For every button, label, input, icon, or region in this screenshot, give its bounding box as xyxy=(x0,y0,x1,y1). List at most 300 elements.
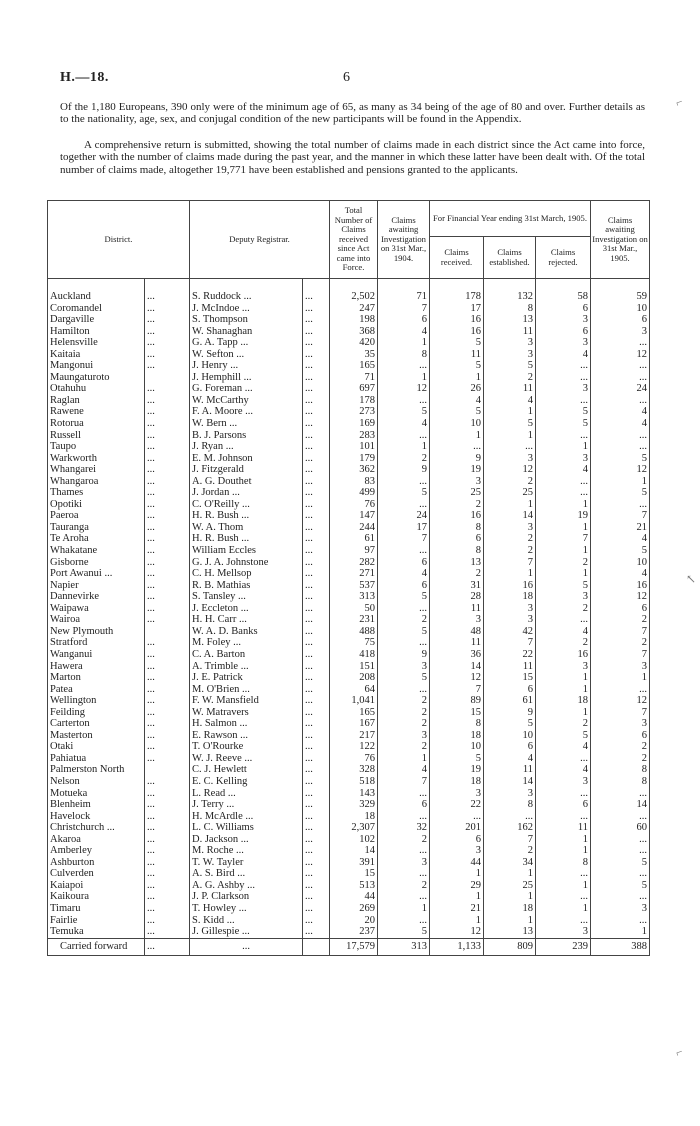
total-claims: 1,041 xyxy=(330,695,378,707)
claims-established: 25 xyxy=(484,487,536,499)
table-row xyxy=(48,568,650,580)
claims-received: 1 xyxy=(430,372,484,384)
total-claims: 518 xyxy=(330,776,378,788)
registrar-dots: ... xyxy=(303,684,330,696)
awaiting-1905: ... xyxy=(591,441,650,453)
table-row xyxy=(48,753,650,765)
district-dots: ... xyxy=(145,741,190,753)
total-established: 809 xyxy=(484,938,536,955)
awaiting-1904: 1 xyxy=(378,337,430,349)
claims-received: 8 xyxy=(430,718,484,730)
district-dots xyxy=(145,626,190,638)
total-label: Carried forward xyxy=(48,938,145,955)
claims-received: 1 xyxy=(430,915,484,927)
awaiting-1905: 5 xyxy=(591,880,650,892)
district-name: Nelson xyxy=(48,776,145,788)
awaiting-1905: ... xyxy=(591,372,650,384)
awaiting-1905: ... xyxy=(591,834,650,846)
total-claims: 198 xyxy=(330,314,378,326)
awaiting-1904: ... xyxy=(378,811,430,823)
claims-received: 13 xyxy=(430,557,484,569)
registrar-name: J. Gillespie ... xyxy=(190,926,303,938)
awaiting-1904: 5 xyxy=(378,487,430,499)
district-dots: ... xyxy=(145,637,190,649)
total-claims: 44 xyxy=(330,891,378,903)
district-dots: ... xyxy=(145,926,190,938)
table-row xyxy=(48,464,650,476)
awaiting-1904: 4 xyxy=(378,568,430,580)
district-name: Pahiatua xyxy=(48,753,145,765)
registrar-dots: ... xyxy=(303,776,330,788)
claims-rejected: ... xyxy=(536,395,591,407)
claims-received: 19 xyxy=(430,464,484,476)
awaiting-1905: 59 xyxy=(591,291,650,303)
awaiting-1904: ... xyxy=(378,545,430,557)
claims-rejected: 3 xyxy=(536,314,591,326)
awaiting-1905: 5 xyxy=(591,857,650,869)
registrar-dots: ... xyxy=(303,614,330,626)
registrar-name: J. P. Clarkson xyxy=(190,891,303,903)
registrar-dots: ... xyxy=(303,845,330,857)
awaiting-1905: 1 xyxy=(591,476,650,488)
district-dots: ... xyxy=(145,695,190,707)
table-row xyxy=(48,684,650,696)
awaiting-1904: 71 xyxy=(378,291,430,303)
total-claims: 14 xyxy=(330,845,378,857)
registrar-dots: ... xyxy=(303,441,330,453)
district-name: Waipawa xyxy=(48,603,145,615)
awaiting-1904: 5 xyxy=(378,626,430,638)
claims-received: 6 xyxy=(430,533,484,545)
district-dots: ... xyxy=(145,510,190,522)
district-name: Kaiapoi xyxy=(48,880,145,892)
awaiting-1904: 1 xyxy=(378,441,430,453)
registrar-dots: ... xyxy=(303,487,330,499)
claims-rejected: 3 xyxy=(536,591,591,603)
registrar-dots: ... xyxy=(303,510,330,522)
registrar-name: H. Salmon ... xyxy=(190,718,303,730)
awaiting-1905: 1 xyxy=(591,672,650,684)
registrar-dots: ... xyxy=(303,603,330,615)
district-dots xyxy=(145,372,190,384)
claims-established: 18 xyxy=(484,903,536,915)
claims-established: 18 xyxy=(484,591,536,603)
claims-established: 1 xyxy=(484,915,536,927)
total-claims: 179 xyxy=(330,453,378,465)
carried-forward-row xyxy=(48,938,650,955)
claims-rejected: ... xyxy=(536,891,591,903)
table-row xyxy=(48,441,650,453)
district-dots: ... xyxy=(145,614,190,626)
awaiting-1905: ... xyxy=(591,684,650,696)
claims-received: 16 xyxy=(430,510,484,522)
claims-established: 3 xyxy=(484,614,536,626)
awaiting-1905: 14 xyxy=(591,799,650,811)
paragraph-europeans: Of the 1,180 Europeans, 390 only were of the minimum age of 65, as many as 34 being of the age of 80 and over. Further details as to the nationality, age, sex, and conjugal condition of the new participants will be found in the Appendix. xyxy=(60,101,645,126)
registrar-name: C. H. Mellsop xyxy=(190,568,303,580)
district-name: Carterton xyxy=(48,718,145,730)
claims-established: 14 xyxy=(484,510,536,522)
awaiting-1904: ... xyxy=(378,868,430,880)
district-dots: ... xyxy=(145,383,190,395)
registrar-name: H. H. Carr ... xyxy=(190,614,303,626)
claims-received: ... xyxy=(430,811,484,823)
claims-established: 6 xyxy=(484,741,536,753)
claims-received: 12 xyxy=(430,926,484,938)
district-name: Ashburton xyxy=(48,857,145,869)
district-name: Paeroa xyxy=(48,510,145,522)
district-dots: ... xyxy=(145,891,190,903)
claims-established: 13 xyxy=(484,926,536,938)
awaiting-1904: 5 xyxy=(378,591,430,603)
registrar-dots: ... xyxy=(303,291,330,303)
district-name: Thames xyxy=(48,487,145,499)
claims-established: 16 xyxy=(484,580,536,592)
awaiting-1905: 7 xyxy=(591,707,650,719)
claims-received: 26 xyxy=(430,383,484,395)
district-dots: ... xyxy=(145,499,190,511)
awaiting-1904: ... xyxy=(378,891,430,903)
table-row xyxy=(48,845,650,857)
awaiting-1904: 12 xyxy=(378,383,430,395)
registrar-dots: ... xyxy=(303,880,330,892)
awaiting-1904: 24 xyxy=(378,510,430,522)
district-dots: ... xyxy=(145,487,190,499)
registrar-name: W. Shanaghan xyxy=(190,326,303,338)
table-row xyxy=(48,360,650,372)
district-name: Port Awanui ... xyxy=(48,568,145,580)
claims-established: 15 xyxy=(484,672,536,684)
district-name: Hawera xyxy=(48,661,145,673)
claims-received: 18 xyxy=(430,776,484,788)
registrar-name: M. O'Brien ... xyxy=(190,684,303,696)
district-name: Tauranga xyxy=(48,522,145,534)
claims-received: 3 xyxy=(430,788,484,800)
registrar-dots: ... xyxy=(303,453,330,465)
claims-received: 2 xyxy=(430,568,484,580)
awaiting-1905: 16 xyxy=(591,580,650,592)
awaiting-1905: 2 xyxy=(591,753,650,765)
district-name: Stratford xyxy=(48,637,145,649)
registrar-name: D. Jackson ... xyxy=(190,834,303,846)
district-name: Amberley xyxy=(48,845,145,857)
awaiting-1904: 2 xyxy=(378,718,430,730)
total-claims: 2,502 xyxy=(330,291,378,303)
claims-established: 61 xyxy=(484,695,536,707)
district-dots: ... xyxy=(145,730,190,742)
registrar-name: G. J. A. Johnstone xyxy=(190,557,303,569)
registrar-name: J. Hemphill ... xyxy=(190,372,303,384)
claims-received: 21 xyxy=(430,903,484,915)
district-name: Wellington xyxy=(48,695,145,707)
district-dots: ... xyxy=(145,568,190,580)
claims-established: 3 xyxy=(484,453,536,465)
claims-rejected: 5 xyxy=(536,418,591,430)
awaiting-1905: 8 xyxy=(591,764,650,776)
claims-rejected: 5 xyxy=(536,406,591,418)
header-claims-established: Claims established. xyxy=(484,237,536,279)
claims-rejected: 1 xyxy=(536,707,591,719)
registrar-name: A. G. Douthet xyxy=(190,476,303,488)
claims-established: 1 xyxy=(484,568,536,580)
district-dots: ... xyxy=(145,349,190,361)
district-name: Hamilton xyxy=(48,326,145,338)
awaiting-1905: ... xyxy=(591,811,650,823)
total-claims: 499 xyxy=(330,487,378,499)
registrar-name: A. Trimble ... xyxy=(190,661,303,673)
claims-established: 11 xyxy=(484,383,536,395)
district-name: Coromandel xyxy=(48,303,145,315)
registrar-name: W. Matravers xyxy=(190,707,303,719)
total-claims: 122 xyxy=(330,741,378,753)
claims-rejected: 2 xyxy=(536,603,591,615)
total-claims: 76 xyxy=(330,499,378,511)
district-dots: ... xyxy=(145,326,190,338)
district-dots: ... xyxy=(145,857,190,869)
awaiting-1905: ... xyxy=(591,499,650,511)
header-deputy-registrar: Deputy Registrar. xyxy=(190,201,330,279)
registrar-name: G. Foreman ... xyxy=(190,383,303,395)
claims-established: 5 xyxy=(484,360,536,372)
registrar-dots: ... xyxy=(303,822,330,834)
registrar-name: R. B. Mathias xyxy=(190,580,303,592)
claims-rejected: 58 xyxy=(536,291,591,303)
registrar-name: E. M. Johnson xyxy=(190,453,303,465)
awaiting-1904: 8 xyxy=(378,349,430,361)
claims-rejected: 4 xyxy=(536,741,591,753)
total-claims: 35 xyxy=(330,349,378,361)
claims-rejected: ... xyxy=(536,360,591,372)
table-row xyxy=(48,614,650,626)
district-name: Whakatane xyxy=(48,545,145,557)
claims-received: 5 xyxy=(430,406,484,418)
awaiting-1905: 7 xyxy=(591,626,650,638)
registrar-name: W. J. Reeve ... xyxy=(190,753,303,765)
awaiting-1904: 5 xyxy=(378,672,430,684)
claims-rejected: ... xyxy=(536,614,591,626)
registrar-name: A. G. Ashby ... xyxy=(190,880,303,892)
awaiting-1905: 4 xyxy=(591,418,650,430)
registrar-dots: ... xyxy=(303,926,330,938)
district-name: Warkworth xyxy=(48,453,145,465)
claims-established: 11 xyxy=(484,326,536,338)
total-claims: 283 xyxy=(330,430,378,442)
registrar-dots: ... xyxy=(303,395,330,407)
claims-rejected: 2 xyxy=(536,718,591,730)
table-spacer xyxy=(48,279,650,292)
awaiting-1905: 4 xyxy=(591,533,650,545)
claims-received: 89 xyxy=(430,695,484,707)
table-row xyxy=(48,788,650,800)
district-dots: ... xyxy=(145,533,190,545)
total-claims: 313 xyxy=(330,591,378,603)
district-dots: ... xyxy=(145,788,190,800)
registrar-name: C. O'Reilly ... xyxy=(190,499,303,511)
claims-established: 5 xyxy=(484,718,536,730)
claims-established: 22 xyxy=(484,649,536,661)
awaiting-1904: ... xyxy=(378,360,430,372)
awaiting-1904: 32 xyxy=(378,822,430,834)
registrar-dots: ... xyxy=(303,811,330,823)
registrar-name: William Eccles xyxy=(190,545,303,557)
claims-rejected: ... xyxy=(536,372,591,384)
claims-established: 1 xyxy=(484,430,536,442)
registrar-dots: ... xyxy=(303,533,330,545)
table-row xyxy=(48,406,650,418)
total-rejected: 239 xyxy=(536,938,591,955)
district-name: Dargaville xyxy=(48,314,145,326)
awaiting-1905: ... xyxy=(591,868,650,880)
registrar-name: T. O'Rourke xyxy=(190,741,303,753)
awaiting-1905: ... xyxy=(591,337,650,349)
awaiting-1905: 12 xyxy=(591,591,650,603)
awaiting-1905: 2 xyxy=(591,637,650,649)
claims-rejected: 4 xyxy=(536,626,591,638)
awaiting-1905: ... xyxy=(591,845,650,857)
table-row xyxy=(48,510,650,522)
claims-rejected: 8 xyxy=(536,857,591,869)
awaiting-1904: ... xyxy=(378,845,430,857)
header-total-claims: Total Number of Claims received since Act came into Force. xyxy=(330,201,378,279)
table-row xyxy=(48,591,650,603)
district-name: Palmerston North xyxy=(48,764,145,776)
claims-established: 42 xyxy=(484,626,536,638)
total-claims: 75 xyxy=(330,637,378,649)
total-spacer xyxy=(303,938,330,955)
claims-established: 2 xyxy=(484,476,536,488)
district-dots: ... xyxy=(145,707,190,719)
registrar-dots: ... xyxy=(303,464,330,476)
awaiting-1904: ... xyxy=(378,430,430,442)
registrar-dots: ... xyxy=(303,383,330,395)
total-claims: 167 xyxy=(330,718,378,730)
registrar-name: E. C. Kelling xyxy=(190,776,303,788)
claims-established: 3 xyxy=(484,788,536,800)
claims-rejected: ... xyxy=(536,915,591,927)
total-claims: 83 xyxy=(330,476,378,488)
total-claims: 244 xyxy=(330,522,378,534)
registrar-name: L. Read ... xyxy=(190,788,303,800)
total-claims: 61 xyxy=(330,533,378,545)
total-claims: 102 xyxy=(330,834,378,846)
claims-rejected: 6 xyxy=(536,799,591,811)
total-claims-sum: 17,579 xyxy=(330,938,378,955)
table-body xyxy=(48,279,650,939)
claims-received: 5 xyxy=(430,753,484,765)
claims-received: 5 xyxy=(430,360,484,372)
table-row xyxy=(48,545,650,557)
registrar-name: H. R. Bush ... xyxy=(190,533,303,545)
awaiting-1904: 6 xyxy=(378,580,430,592)
claims-received: 15 xyxy=(430,707,484,719)
awaiting-1904: ... xyxy=(378,476,430,488)
registrar-name: W. Sefton ... xyxy=(190,349,303,361)
table-row xyxy=(48,857,650,869)
district-name: Whangarei xyxy=(48,464,145,476)
margin-mark: ⌐ xyxy=(673,1044,685,1060)
district-name: Whangaroa xyxy=(48,476,145,488)
awaiting-1905: 5 xyxy=(591,545,650,557)
awaiting-1904: 2 xyxy=(378,741,430,753)
claims-received: 6 xyxy=(430,834,484,846)
awaiting-1905: ... xyxy=(591,360,650,372)
total-claims: 18 xyxy=(330,811,378,823)
registrar-name: F. A. Moore ... xyxy=(190,406,303,418)
district-name: Patea xyxy=(48,684,145,696)
district-dots: ... xyxy=(145,395,190,407)
registrar-name: H. McArdle ... xyxy=(190,811,303,823)
district-name: Christchurch ... xyxy=(48,822,145,834)
claims-received: 8 xyxy=(430,522,484,534)
registrar-name: J. McIndoe ... xyxy=(190,303,303,315)
registrar-name: M. Roche ... xyxy=(190,845,303,857)
awaiting-1905: 3 xyxy=(591,903,650,915)
registrar-dots: ... xyxy=(303,360,330,372)
awaiting-1905: ... xyxy=(591,915,650,927)
registrar-name: J. Eccleton ... xyxy=(190,603,303,615)
table-row xyxy=(48,580,650,592)
registrar-dots: ... xyxy=(303,764,330,776)
total-awaiting-1904: 313 xyxy=(378,938,430,955)
margin-mark: ↖ xyxy=(686,572,697,586)
claims-received: 178 xyxy=(430,291,484,303)
registrar-dots: ... xyxy=(303,661,330,673)
claims-rejected: 5 xyxy=(536,730,591,742)
awaiting-1905: 24 xyxy=(591,383,650,395)
claims-established: 13 xyxy=(484,314,536,326)
awaiting-1904: 2 xyxy=(378,880,430,892)
claims-received: 11 xyxy=(430,349,484,361)
claims-received: 1 xyxy=(430,891,484,903)
district-dots: ... xyxy=(145,453,190,465)
total-claims: 151 xyxy=(330,661,378,673)
table-row xyxy=(48,557,650,569)
district-name: Wairoa xyxy=(48,614,145,626)
table-row xyxy=(48,776,650,788)
claims-received: 17 xyxy=(430,303,484,315)
awaiting-1905: 3 xyxy=(591,326,650,338)
district-name: Temuka xyxy=(48,926,145,938)
claims-rejected: 1 xyxy=(536,880,591,892)
table-row xyxy=(48,349,650,361)
claims-established: 1 xyxy=(484,868,536,880)
registrar-dots: ... xyxy=(303,672,330,684)
registrar-dots: ... xyxy=(303,418,330,430)
district-name: Mangonui xyxy=(48,360,145,372)
table-row xyxy=(48,291,650,303)
claims-received: 3 xyxy=(430,845,484,857)
claims-received: 10 xyxy=(430,741,484,753)
table-row xyxy=(48,383,650,395)
awaiting-1905: 7 xyxy=(591,510,650,522)
awaiting-1904: ... xyxy=(378,915,430,927)
awaiting-1904: 2 xyxy=(378,834,430,846)
registrar-name: J. Terry ... xyxy=(190,799,303,811)
district-dots: ... xyxy=(145,545,190,557)
awaiting-1904: 1 xyxy=(378,903,430,915)
claims-rejected: 1 xyxy=(536,684,591,696)
claims-received: 7 xyxy=(430,684,484,696)
registrar-name: J. Ryan ... xyxy=(190,441,303,453)
registrar-dots: ... xyxy=(303,522,330,534)
total-claims: 362 xyxy=(330,464,378,476)
registrar-dots: ... xyxy=(303,591,330,603)
claims-received: 9 xyxy=(430,453,484,465)
claims-rejected: 2 xyxy=(536,557,591,569)
claims-received: 5 xyxy=(430,337,484,349)
table-row xyxy=(48,337,650,349)
registrar-dots: ... xyxy=(303,499,330,511)
